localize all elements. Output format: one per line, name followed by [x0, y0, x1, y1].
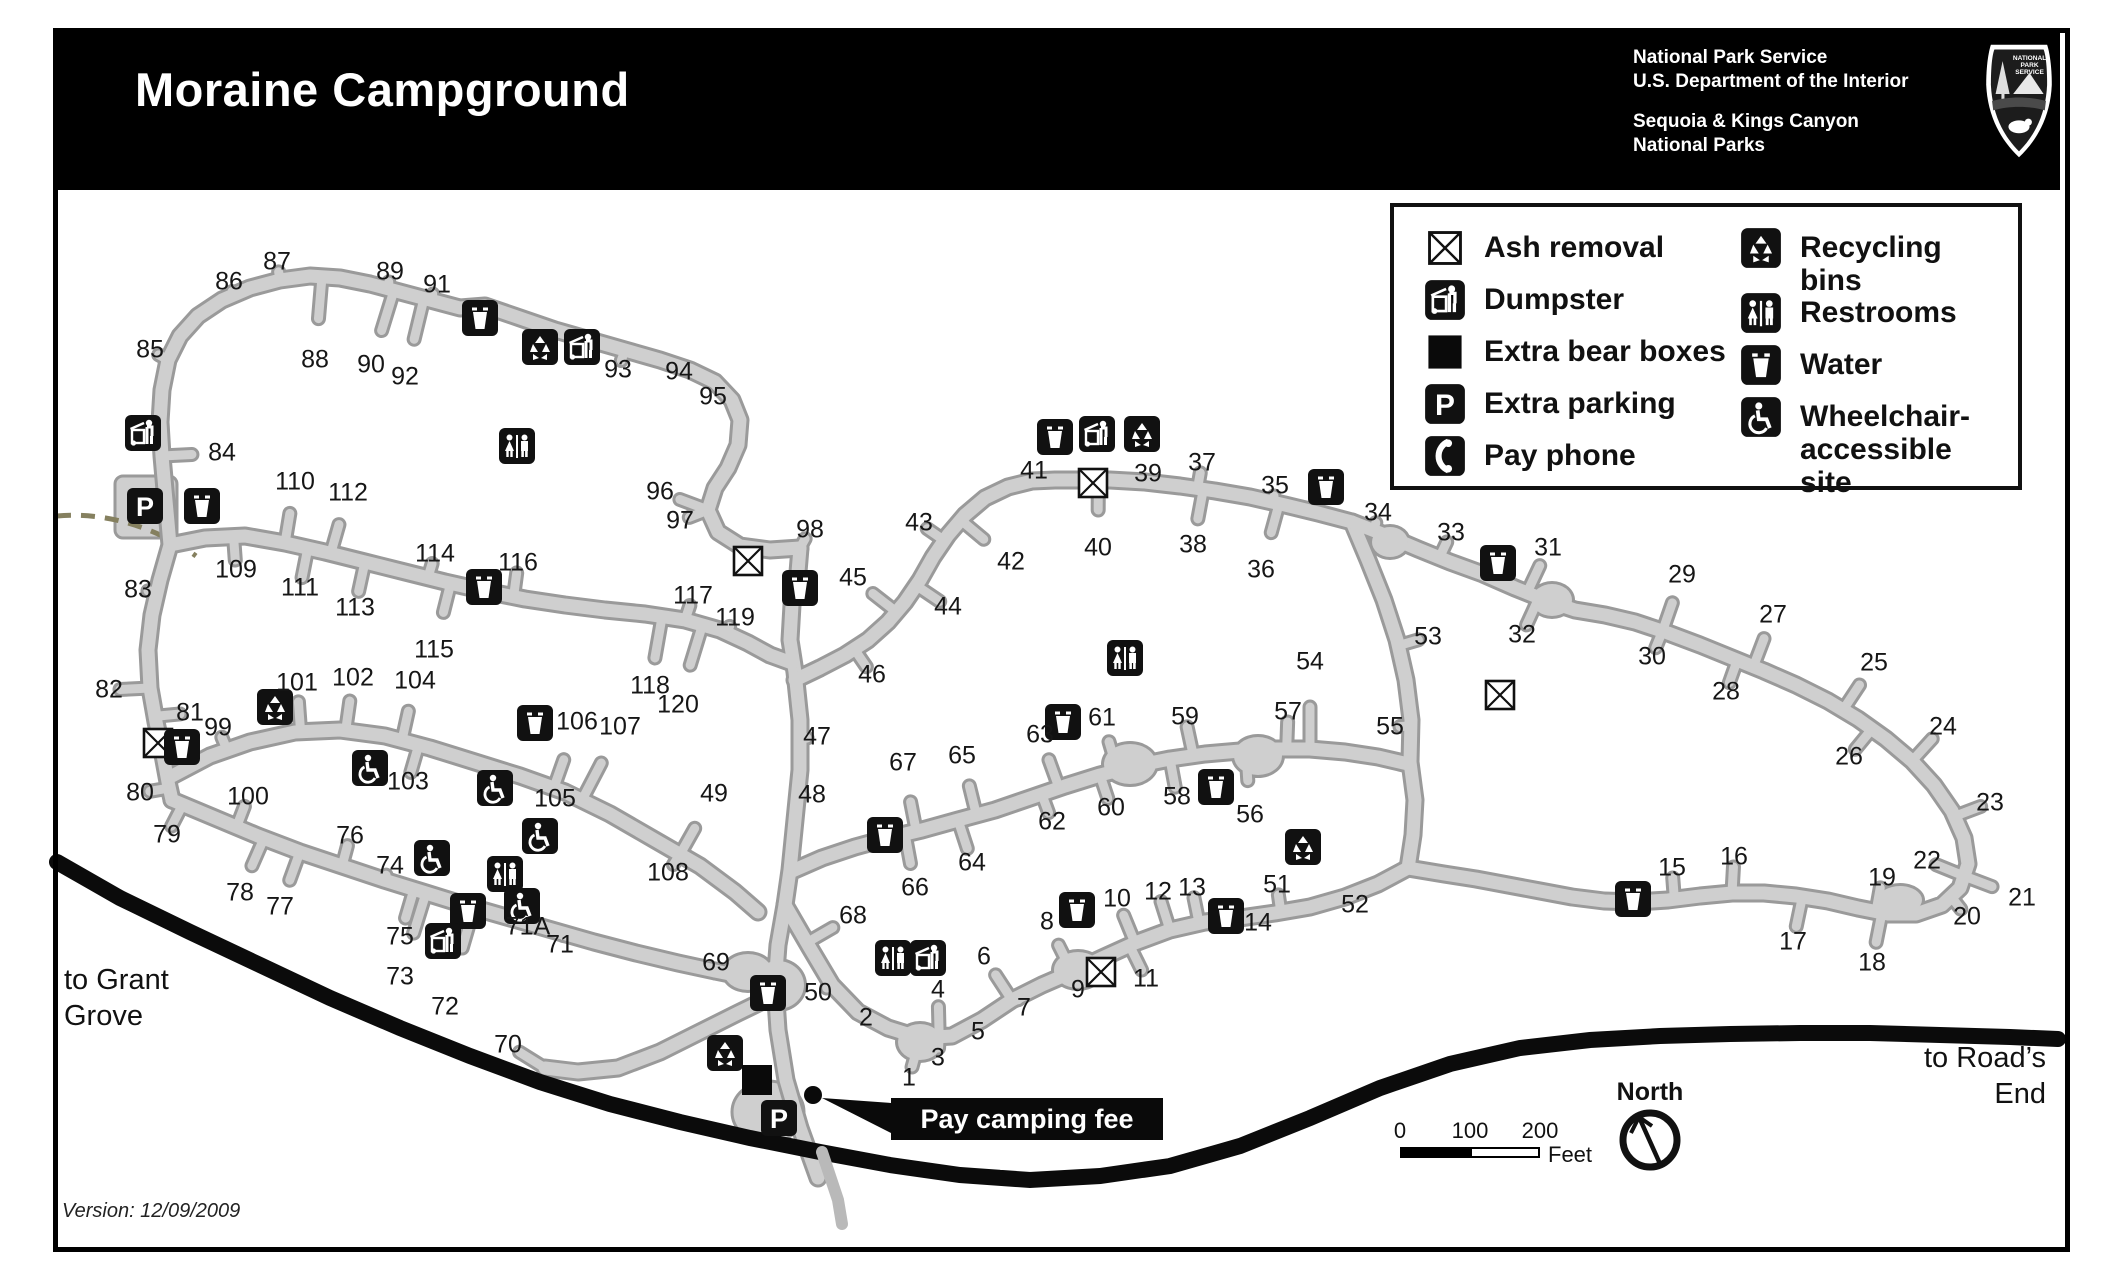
- site-number-label: 45: [839, 563, 867, 592]
- agency-text: [1633, 46, 1909, 94]
- site-number-label: 70: [494, 1030, 522, 1059]
- legend-item-restrooms: [1740, 292, 2006, 334]
- site-number-label: 74: [376, 851, 404, 880]
- site-number-label: 36: [1247, 555, 1275, 584]
- site-number-label: 112: [328, 478, 368, 507]
- scale-bar-solid-segment: [1400, 1147, 1470, 1158]
- roadsend-line2: End: [1994, 1078, 2046, 1110]
- site-number-label: 114: [415, 539, 455, 568]
- legend-item-label: Extra parking: [1484, 387, 1676, 420]
- legend-item-label: Ash removal: [1484, 231, 1665, 264]
- legend-item-water: [1740, 344, 2006, 386]
- legend-item-label: Pay phone: [1484, 439, 1636, 472]
- site-number-label: 20: [1953, 902, 1981, 931]
- site-number-label: 108: [647, 858, 689, 887]
- site-number-label: 2: [859, 1003, 873, 1032]
- site-number-label: 11: [1133, 964, 1159, 993]
- site-number-label: 29: [1668, 560, 1696, 589]
- site-number-label: 88: [301, 345, 329, 374]
- site-number-label: 97: [666, 506, 694, 535]
- site-number-label: 61: [1088, 703, 1116, 732]
- site-number-label: 71A: [505, 912, 551, 941]
- map-graphics: P: [0, 0, 2114, 1275]
- site-number-label: 40: [1084, 533, 1112, 562]
- site-number-label: 62: [1038, 807, 1066, 836]
- site-number-label: 104: [394, 666, 436, 695]
- site-number-label: 94: [665, 357, 693, 386]
- site-number-label: 89: [376, 257, 404, 286]
- site-number-label: 27: [1759, 600, 1787, 629]
- site-number-label: 67: [889, 748, 917, 777]
- scale-tick-0: 0: [1393, 1118, 1407, 1143]
- site-number-label: 109: [215, 555, 257, 584]
- site-number-label: 84: [208, 438, 236, 467]
- site-number-label: 100: [227, 782, 269, 811]
- site-number-label: 48: [798, 780, 826, 809]
- site-number-label: 83: [124, 575, 152, 604]
- site-number-label: 26: [1835, 742, 1863, 771]
- pay-camping-fee-callout: Pay camping fee here: [891, 1098, 1163, 1140]
- site-number-label: 53: [1414, 622, 1442, 651]
- legend-column-1: [1424, 227, 1740, 476]
- site-number-label: 113: [335, 593, 375, 622]
- site-number-label: 85: [136, 335, 164, 364]
- site-number-label: 54: [1296, 647, 1324, 676]
- bearbox-icon: [1424, 331, 1466, 373]
- site-number-label: 52: [1341, 890, 1369, 919]
- site-number-label: 117: [673, 581, 713, 610]
- site-number-label: 87: [263, 247, 291, 276]
- wheelchair-icon: [1740, 396, 1782, 438]
- site-number-label: 38: [1179, 530, 1207, 559]
- site-number-label: 3: [931, 1043, 945, 1072]
- site-number-label: 111: [280, 573, 320, 602]
- site-number-label: 59: [1171, 702, 1199, 731]
- site-number-label: 4: [931, 975, 945, 1004]
- site-number-label: 115: [414, 635, 454, 664]
- site-number-label: 119: [715, 603, 755, 632]
- site-number-label: 10: [1103, 884, 1131, 913]
- site-number-label: 6: [977, 942, 991, 971]
- legend-item-label: Restrooms: [1800, 295, 1957, 329]
- payphone-icon: [1424, 435, 1466, 477]
- site-number-label: 7: [1017, 993, 1031, 1022]
- page-title: Moraine Campground: [135, 63, 630, 116]
- parking-icon: [1424, 383, 1466, 425]
- legend-item-bearbox: [1424, 331, 1740, 373]
- scale-tick-200: 200: [1521, 1118, 1559, 1143]
- dumpster-icon: [1424, 279, 1466, 321]
- site-number-label: 102: [332, 663, 374, 692]
- site-number-label: 99: [204, 713, 232, 742]
- agency-line1: National Park Service: [1633, 47, 1828, 68]
- legend-item-label: Extra bear boxes: [1484, 335, 1726, 368]
- legend-item-recycling: [1740, 227, 2006, 297]
- site-number-label: 86: [215, 267, 243, 296]
- site-number-label: 110: [275, 467, 315, 496]
- grant-line1: to Grant: [64, 964, 169, 996]
- site-number-label: 46: [858, 660, 886, 689]
- site-number-label: 21: [2008, 883, 2036, 912]
- site-number-label: 35: [1261, 471, 1289, 500]
- roadsend-line1: to Road’s: [1924, 1042, 2046, 1074]
- site-number-label: 15: [1658, 853, 1686, 882]
- site-number-label: 96: [646, 477, 674, 506]
- site-number-label: 37: [1188, 448, 1216, 477]
- park-line2: National Parks: [1633, 135, 1765, 156]
- legend-item-label: Wheelchair-accessible site: [1800, 399, 1971, 499]
- scale-tick-100: 100: [1451, 1118, 1489, 1143]
- site-number-label: 76: [336, 821, 364, 850]
- legend-item-label: Water: [1800, 347, 1883, 381]
- site-number-label: 49: [700, 779, 728, 808]
- legend-item-label: Dumpster: [1484, 283, 1625, 316]
- site-number-label: 24: [1929, 712, 1957, 741]
- site-number-label: 1: [902, 1063, 916, 1092]
- site-number-label: 13: [1178, 873, 1206, 902]
- site-number-label: 105: [534, 784, 576, 813]
- grant-line2: Grove: [64, 1000, 143, 1032]
- site-number-label: 44: [934, 592, 962, 621]
- legend-item-parking: [1424, 383, 1740, 425]
- site-number-label: 93: [604, 355, 632, 384]
- site-number-label: 64: [958, 848, 986, 877]
- site-number-label: 72: [431, 992, 459, 1021]
- legend-column-2: [1740, 227, 2006, 499]
- site-number-label: 30: [1638, 642, 1666, 671]
- site-number-label: 78: [226, 878, 254, 907]
- to-grant-grove-label: [64, 962, 169, 1034]
- header-bar: [53, 28, 2060, 190]
- legend-item-label: Recycling bins: [1800, 231, 1942, 297]
- recycling-icon: [1740, 227, 1782, 269]
- site-number-label: 12: [1144, 877, 1172, 906]
- park-name-text: [1633, 110, 1859, 158]
- site-number-label: 68: [839, 901, 867, 930]
- site-number-label: 91: [423, 270, 451, 299]
- site-number-label: 58: [1163, 782, 1191, 811]
- site-number-label: 9: [1071, 975, 1085, 1004]
- scale-unit-label: Feet: [1548, 1142, 1593, 1167]
- water-icon: [1740, 344, 1782, 386]
- site-number-label: 39: [1134, 459, 1162, 488]
- site-number-label: 33: [1437, 518, 1465, 547]
- site-number-label: 56: [1236, 800, 1264, 829]
- site-number-label: 16: [1720, 842, 1748, 871]
- legend-item-payphone: [1424, 435, 1740, 477]
- site-number-label: 80: [126, 778, 154, 807]
- site-number-label: 63: [1026, 720, 1054, 749]
- site-number-label: 28: [1712, 677, 1740, 706]
- site-number-label: 107: [599, 712, 641, 741]
- site-number-label: 79: [153, 820, 181, 849]
- svg-text:PARK: PARK: [2020, 62, 2039, 70]
- site-number-label: 5: [971, 1017, 985, 1046]
- site-number-label: 19: [1868, 863, 1896, 892]
- restrooms-icon: [1740, 292, 1782, 334]
- site-number-label: 57: [1274, 697, 1302, 726]
- site-number-label: 90: [357, 350, 385, 379]
- site-number-label: 120: [657, 690, 699, 719]
- site-number-label: 8: [1040, 907, 1054, 936]
- site-number-label: 81: [176, 698, 204, 727]
- site-number-label: 50: [804, 978, 832, 1007]
- site-number-label: 82: [95, 675, 123, 704]
- nps-arrowhead-logo: [1978, 40, 2060, 167]
- site-number-label: 14: [1244, 908, 1272, 937]
- site-number-label: 73: [386, 962, 414, 991]
- site-number-label: 101: [276, 668, 318, 697]
- site-number-label: 18: [1858, 948, 1886, 977]
- site-number-label: 32: [1508, 620, 1536, 649]
- legend-box: [1390, 203, 2022, 499]
- legend-item-dumpster: [1424, 279, 1740, 321]
- site-number-label: 17: [1779, 927, 1807, 956]
- ashx-icon: [1424, 227, 1466, 269]
- site-number-label: 55: [1376, 712, 1404, 741]
- site-number-label: 95: [699, 382, 727, 411]
- site-number-label: 77: [266, 892, 294, 921]
- site-number-label: 106: [556, 707, 598, 736]
- north-label: North: [1616, 1078, 1684, 1106]
- site-number-label: 118: [630, 671, 670, 700]
- site-number-label: 65: [948, 741, 976, 770]
- site-number-label: 60: [1097, 793, 1125, 822]
- site-number-label: 31: [1534, 533, 1562, 562]
- site-number-label: 47: [803, 722, 831, 751]
- site-number-label: 23: [1976, 788, 2004, 817]
- legend-item-ashx: [1424, 227, 1740, 269]
- scale-bar-open-segment: [1470, 1147, 1540, 1158]
- site-number-label: 71: [546, 930, 574, 959]
- site-number-label: 25: [1860, 648, 1888, 677]
- svg-text:SERVICE: SERVICE: [2015, 69, 2044, 77]
- site-number-label: 116: [498, 548, 538, 577]
- park-line1: Sequoia & Kings Canyon: [1633, 111, 1859, 132]
- site-number-label: 92: [391, 362, 419, 391]
- site-number-label: 43: [905, 508, 933, 537]
- site-number-label: 66: [901, 873, 929, 902]
- site-number-label: 103: [387, 767, 429, 796]
- site-number-label: 51: [1263, 870, 1291, 899]
- version-text: Version: 12/09/2009: [62, 1200, 241, 1222]
- site-number-label: 98: [796, 515, 824, 544]
- agency-line2: U.S. Department of the Interior: [1633, 71, 1909, 92]
- site-number-label: 41: [1020, 456, 1048, 485]
- svg-text:NATIONAL: NATIONAL: [2012, 55, 2047, 62]
- site-number-label: 75: [386, 922, 414, 951]
- site-number-label: 69: [702, 948, 730, 977]
- site-number-label: 22: [1913, 846, 1941, 875]
- to-roads-end-label: [1924, 1040, 2046, 1112]
- legend-item-wheelchair: [1740, 396, 2006, 499]
- site-number-label: 34: [1364, 498, 1392, 527]
- site-number-label: 42: [997, 547, 1025, 576]
